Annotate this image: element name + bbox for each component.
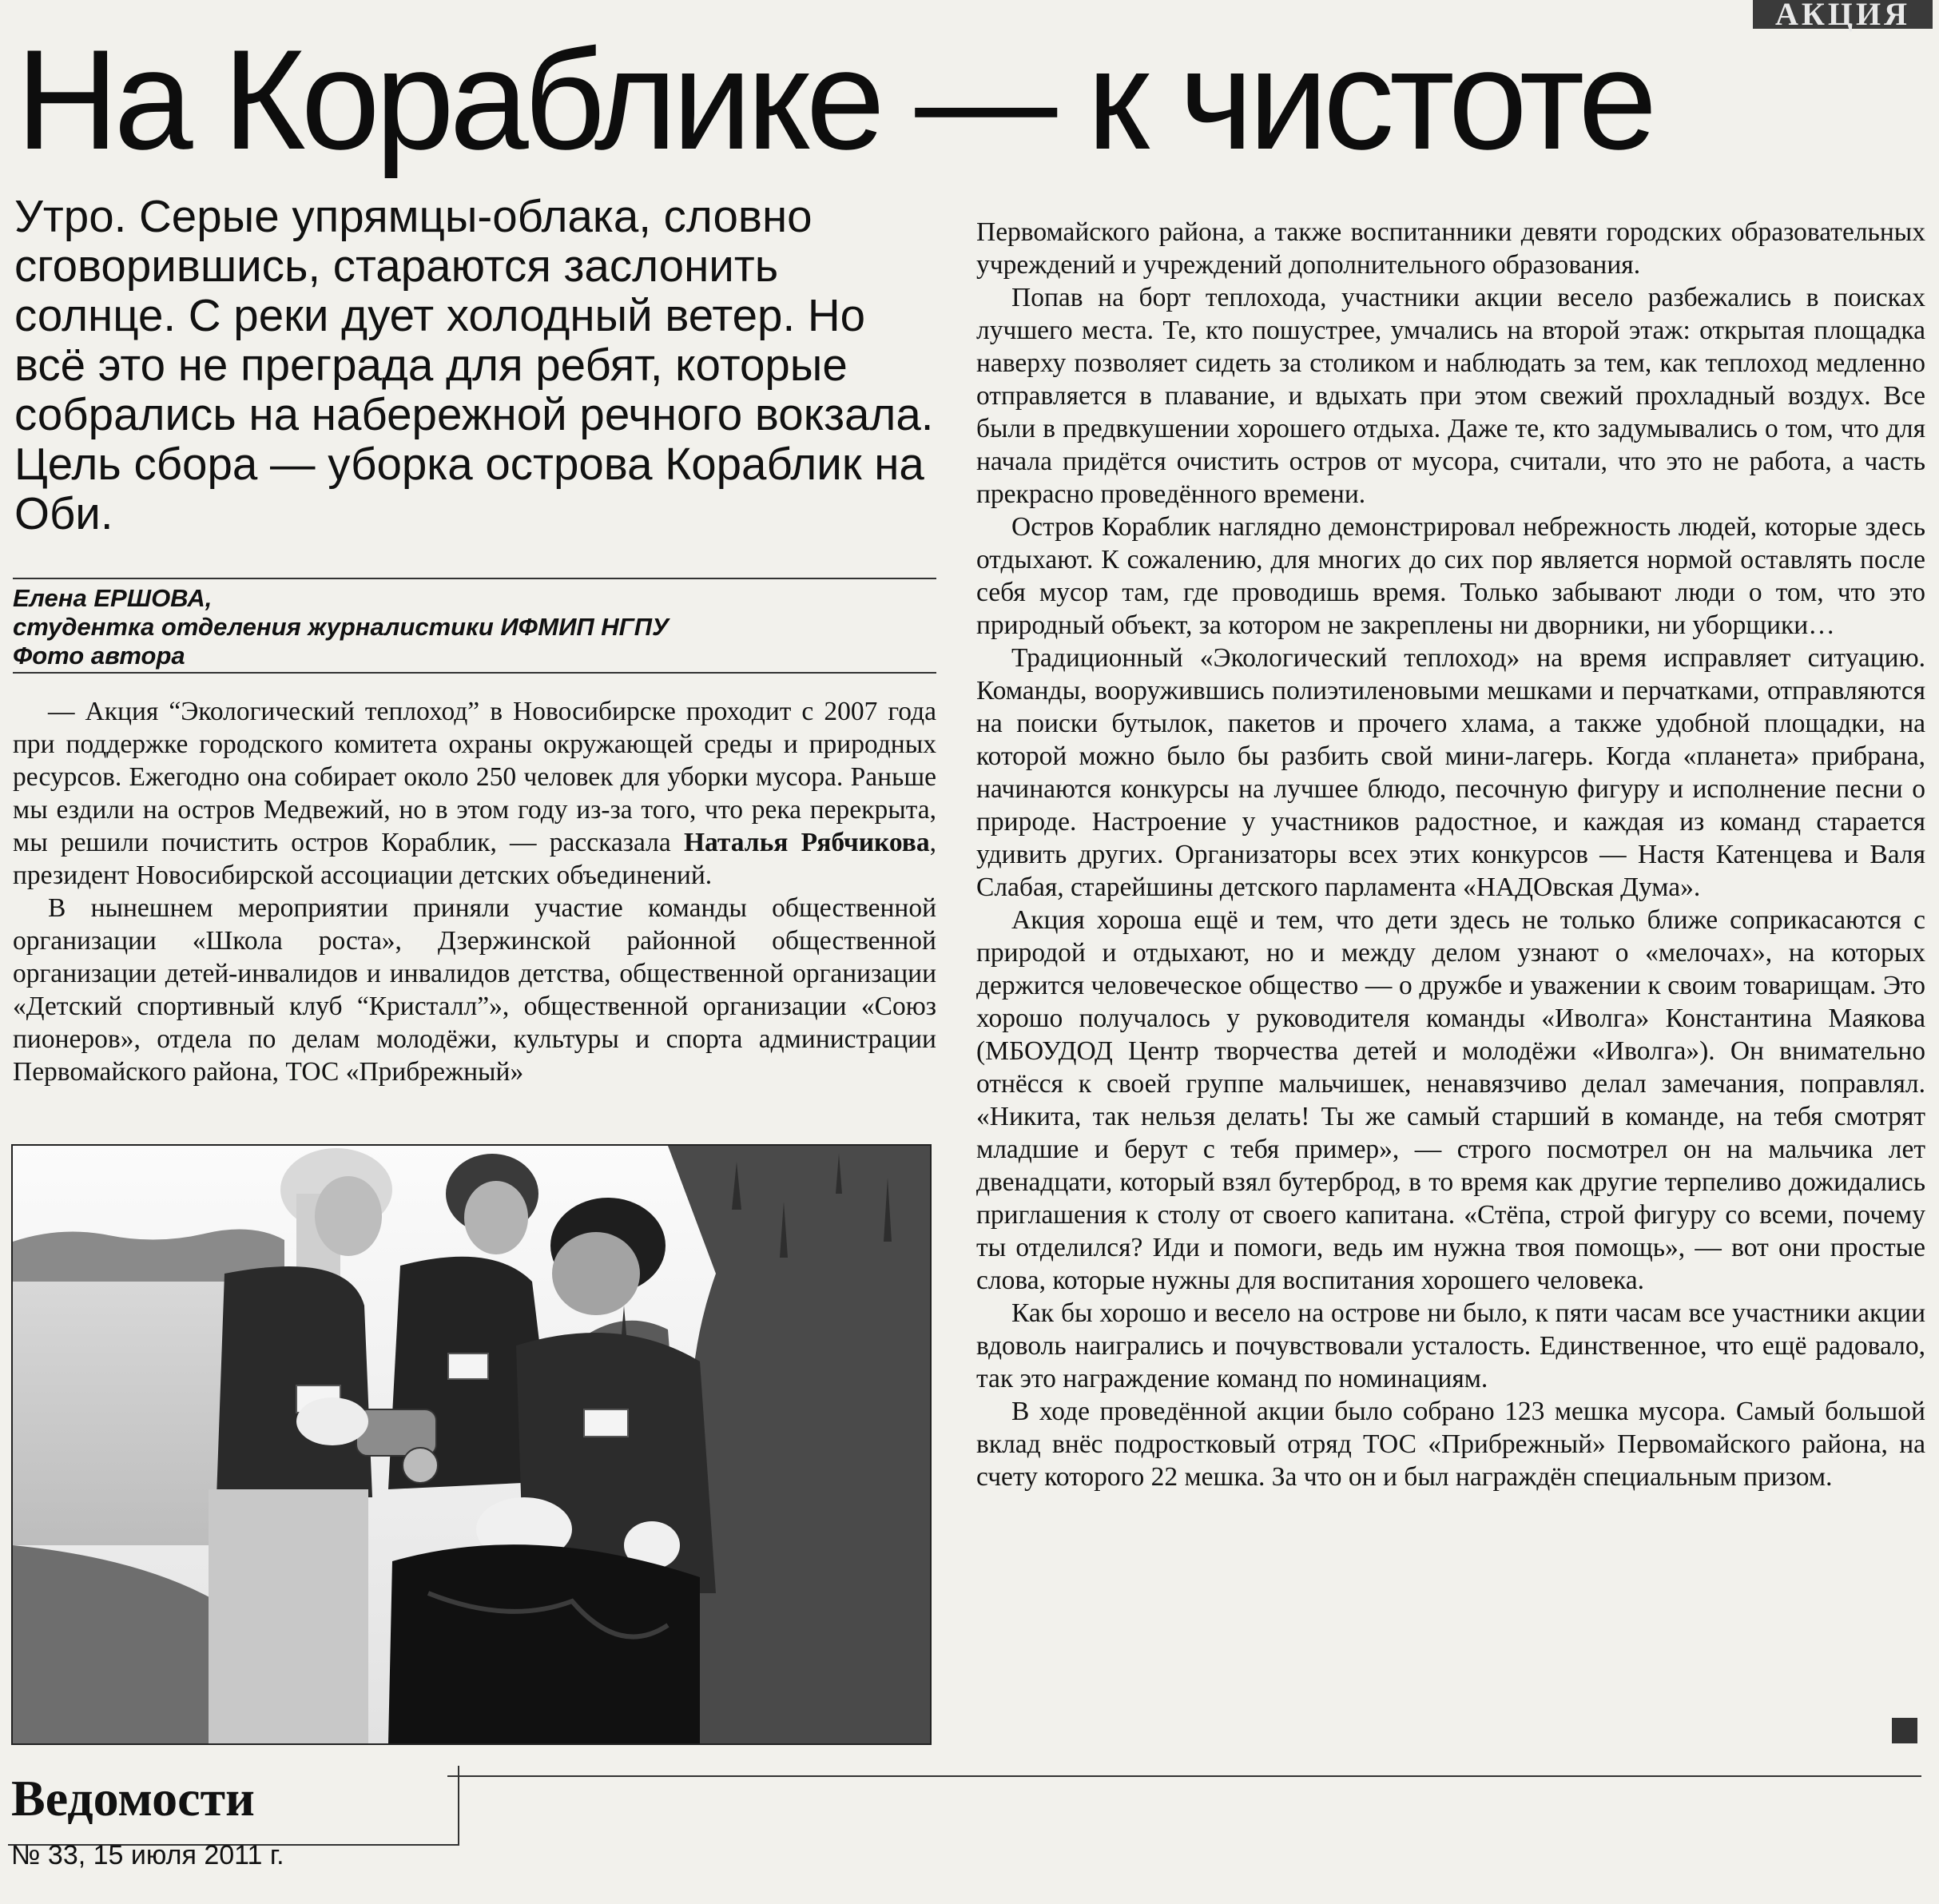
article-column-right [976,216,1925,1493]
article-paragraph: Первомайского района, а также воспитанники девяти городских образовательных учреждений и учреждений дополнительного образования. [976,217,1925,280]
byline-author: Елена ЕРШОВА, [13,584,213,612]
article-paragraph: Традиционный «Экологический теплоход» на время исправляет ситуацию. Команды, вооружившись полиэтиленовыми мешками и перчатками, отправляются на поиски бутылок, пакетов и прочего хлама, а также удобной площадки, на которой можно было бы разбить свой мини-лагерь. Когда «планета» прибрана, начинаются конкурсы на лучшее блюдо, песочную фигуру и исполнение песни о природе. Настроение у участников радостное, и каждая из команд старается удивить других. Организаторы всех этих конкурсов — Настя Катенцева и Валя Слабая, старейшины детского парламента «НАДОвская Дума». [976,643,1925,902]
rubric-label: АКЦИЯ [1753,0,1933,29]
article-column-left [13,695,936,1088]
article-paragraph: Попав на борт теплохода, участники акции весело разбежались в поисках лучшего места. Те, кто пошустрее, умчались на второй этаж: открытая площадка наверху позволяет сидеть за столиком и наблюдать за тем, как теплоход медленно отправляется в плавание, и вдыхать при этом свежий прохладный воздух. Все были в предвкушении хорошего отдыха. Даже те, кто задумывались о том, что для начала придётся очистить остров от мусора, считали, что это не работа, а часть прекрасно проведённого времени. [976,283,1925,509]
end-of-article-mark [1892,1718,1917,1743]
byline-position: студентка отделения журналистики ИФМИП НГПУ [13,613,669,641]
quote-text: — Акция “Экологический теплоход” в Новосибирске проходит с 2007 года при поддержке городского комитета охраны окружающей среды и природных ресурсов. Ежегодно она собирает около 250 человек для уборки мусора. Раньше мы ездили на остров Медвежий, но в этом году из-за того, что река перекрыта, мы решили почистить остров Кораблик, — рассказала [13,697,936,857]
byline [13,578,936,674]
article-paragraph: Остров Кораблик наглядно демонстрировал небрежность людей, которые здесь отдыхают. К сожалению, для многих до сих пор является нормой оставлять после себя мусор там, где проводишь время. Только забывают люди о том, что это природный объект, за котором не закреплены ни дворники, ни уборщики… [976,512,1925,640]
footer-divider [447,1775,1921,1777]
article-paragraph: Как бы хорошо и весело на острове ни было, к пяти часам все участники акции вдоволь наигрались и почувствовали усталость. Единственное, что ещё радовало, так это награждение команд по номинациям. [976,1298,1925,1393]
headline: На Кораблике — к чистоте [16,20,1653,179]
article-photo [11,1144,932,1745]
photo-image [13,1146,930,1743]
newspaper-masthead: Ведомости [11,1770,255,1826]
quote-text-end: , президент Новосибирской ассоциации детских объединений. [13,828,937,890]
article-paragraph [13,695,936,892]
article-paragraph: Акция хороша ещё и тем, что дети здесь не только ближе соприкасаются с природой и отдыхают, но и между делом узнают о «мелочах», на которых держится человеческое общество — о дружбе и уважении к своим товарищам. Это хорошо получалось у руководителя команды «Иволга» Константина Маякова (МБОУДОД Центр творчества детей и молодёжи «Иволга»). Он внимательно отнёсся к своей группе мальчишек, ненавязчиво делал замечания, поправлял. «Никита, так нельзя делать! Ты же самый старший в команде, на тебя смотрят младшие и берут с тебя пример», — строго посмотрел он на мальчика лет двенадцати, который взял бутерброд, в то время как другие терпеливо дожидались приглашения к столу от своего капитана. «Стёпа, строй фигуру со всеми, почему ты отделился? Иди и помоги, ведь им нужна твоя помощь», — вот они простые слова, которые нужны для воспитания хорошего человека. [976,905,1925,1295]
quoted-person-name: Наталья Рябчикова [683,828,930,857]
article-paragraph: В нынешнем мероприятии приняли участие команды общественной организации «Школа роста», Дзержинской районной общественной организации детей-инвалидов и инвалидов детства, общественной организации «Детский спортивный клуб “Кристалл”», общественной организации «Союз пионеров», отдела по делам молодёжи, культуры и спорта администрации Первомайского района, ТОС «Прибрежный» [13,893,936,1087]
lead-paragraph: Утро. Серые упрямцы-облака, словно сговорившись, стараются заслонить солнце. С реки дует холодный ветер. Но всё это не преграда для ребят, которые собрались на набережной речного вокзала. Цель сбора — уборка острова Кораблик на Оби. [14,191,934,539]
issue-info: № 33, 15 июля 2011 г. [11,1840,284,1870]
byline-photo-credit: Фото автора [13,642,185,670]
article-paragraph: В ходе проведённой акции было собрано 123 мешка мусора. Самый большой вклад внёс подростковый отряд ТОС «Прибрежный» Первомайского района, на счету которого 22 мешка. За что он и был награждён специальным призом. [976,1397,1925,1492]
